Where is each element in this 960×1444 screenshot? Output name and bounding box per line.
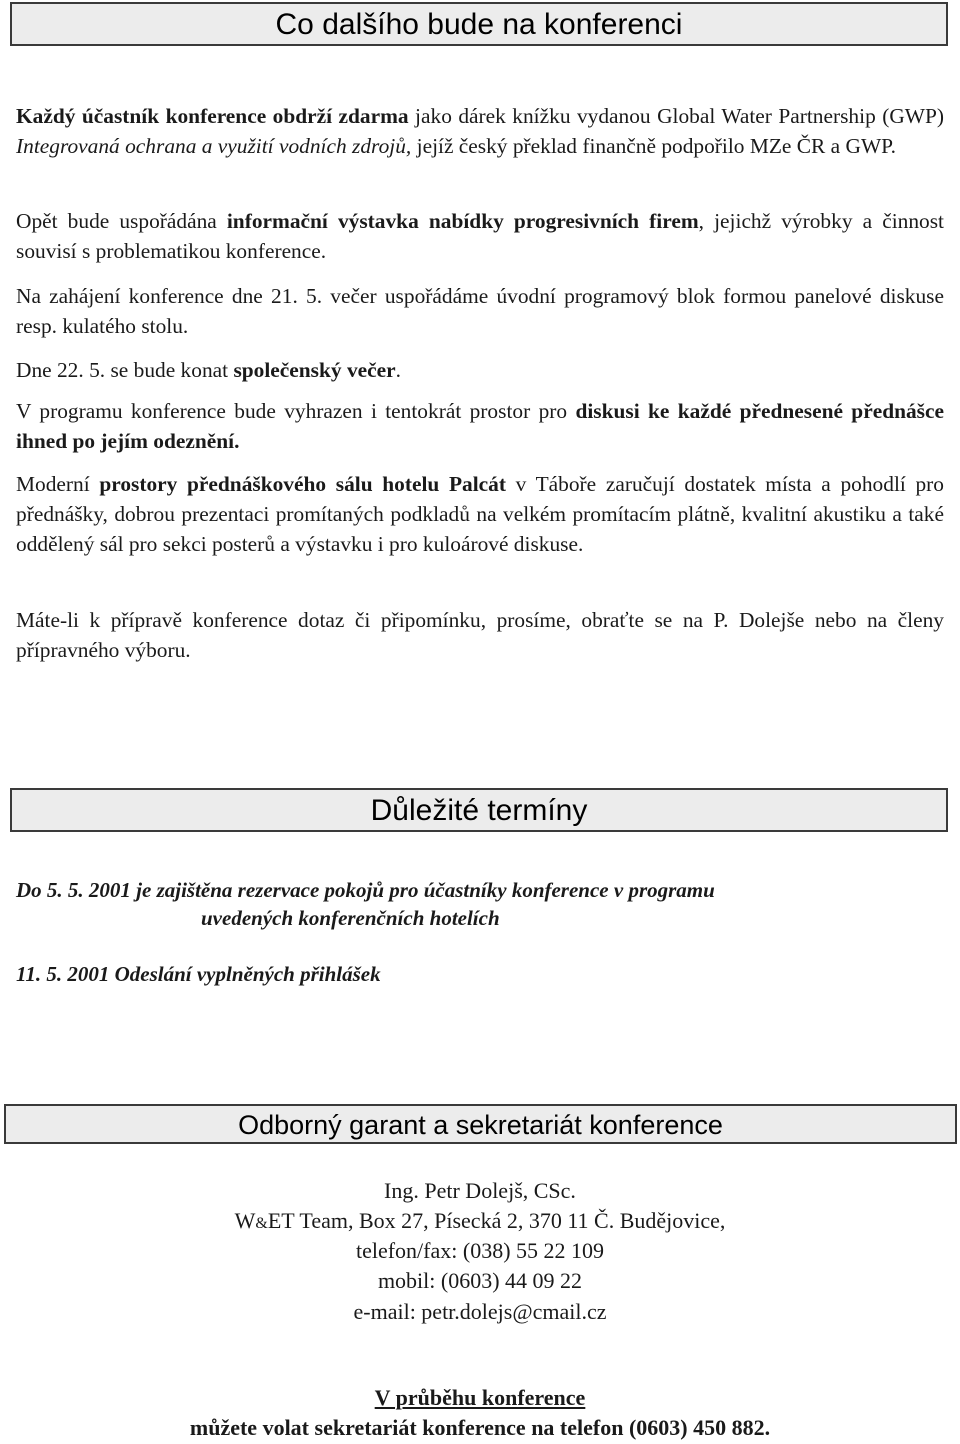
paragraph-exhibition xyxy=(16,206,944,266)
book-title: Integrovaná ochrana a využití vodních zdrojů, xyxy=(16,134,412,158)
free-book-text: jako dárek knížku vydanou Global Water Partnership (GWP) xyxy=(408,104,944,128)
venue-text-start: Moderní xyxy=(16,472,100,496)
discussion-dot: . xyxy=(234,429,240,453)
date-item-applications: 11. 5. 2001 Odeslání vyplněných přihlášek xyxy=(16,962,381,986)
discussion-text: V programu konference bude vyhrazen i tentokrát prostor pro xyxy=(16,399,576,423)
social-evening-dot: . xyxy=(395,358,401,382)
contact-address xyxy=(0,1206,960,1239)
discussion-emphasis: diskusi ke každé přednesené přednášce ihned po jejím odeznění xyxy=(16,399,944,453)
contact-phone: telefon/fax: (038) 55 22 109 xyxy=(355,1238,605,1263)
exhibition-text-end: , jejichž výrobky a činnost souvisí s problematikou konference. xyxy=(16,209,944,263)
venue-text-end: v Táboře zaručují dostatek místa a pohodlí pro přednášky, dobrou prezentaci promítaných podkladů na velkém promítacím plátně, kvalitní akustiku a také oddělený sál pro sekci posterů a výstavku i pro kuloárové diskuse. xyxy=(16,472,944,556)
venue-emphasis: prostory přednáškového sálu hotelu Palcát xyxy=(99,472,506,496)
date-item-hotel-reservation: Do 5. 5. 2001 je zajištěna rezervace pokojů pro účastníky konference v programu xyxy=(16,878,715,902)
exhibition-text-start: Opět bude uspořádána xyxy=(16,209,227,233)
address-ampersand: & xyxy=(255,1215,268,1232)
paragraph-discussion xyxy=(16,396,944,456)
section-heading-conference-extras: Co dalšího bude na konferenci xyxy=(10,2,948,46)
paragraph-contact-questions: Máte-li k přípravě konference dotaz či připomínku, prosíme, obraťte se na P. Dolejše nebo na členy přípravného výboru. xyxy=(16,608,944,662)
contact-mobile: mobil: (0603) 44 09 22 xyxy=(377,1268,583,1293)
during-conference-title: V průběhu konference xyxy=(374,1385,586,1410)
free-book-emphasis: Každý účastník konference obdrží zdarma xyxy=(16,104,409,128)
contact-email: e-mail: petr.dolejs@cmail.cz xyxy=(353,1299,607,1324)
during-conference-phone: můžete volat sekretariát konference na telefon (0603) 450 882. xyxy=(189,1415,771,1440)
date-item-hotel-reservation-cont: uvedených konferenčních hotelích xyxy=(201,906,500,930)
exhibition-emphasis: informační výstavka nabídky progresivních firem xyxy=(226,209,699,233)
social-evening-emphasis: společenský večer xyxy=(233,358,396,382)
section-heading-guarantor-secretariat: Odborný garant a sekretariát konference xyxy=(4,1104,957,1144)
free-book-text-end: jejíž český překlad finančně podpořilo MZe ČR a GWP. xyxy=(411,134,897,158)
social-evening-text: Dne 22. 5. se bude konat xyxy=(16,358,234,382)
paragraph-social-evening xyxy=(16,355,944,385)
paragraph-venue xyxy=(16,469,944,559)
contact-name: Ing. Petr Dolejš, CSc. xyxy=(384,1178,576,1203)
address-w: W xyxy=(234,1208,256,1233)
paragraph-free-book xyxy=(16,101,944,161)
paragraph-opening-panel: Na zahájení konference dne 21. 5. večer uspořádáme úvodní programový blok formou panelové diskuse resp. kulatého stolu. xyxy=(16,284,944,338)
section-heading-important-dates: Důležité termíny xyxy=(10,788,948,832)
address-rest: ET Team, Box 27, Písecká 2, 370 11 Č. Budějovice, xyxy=(267,1208,726,1233)
